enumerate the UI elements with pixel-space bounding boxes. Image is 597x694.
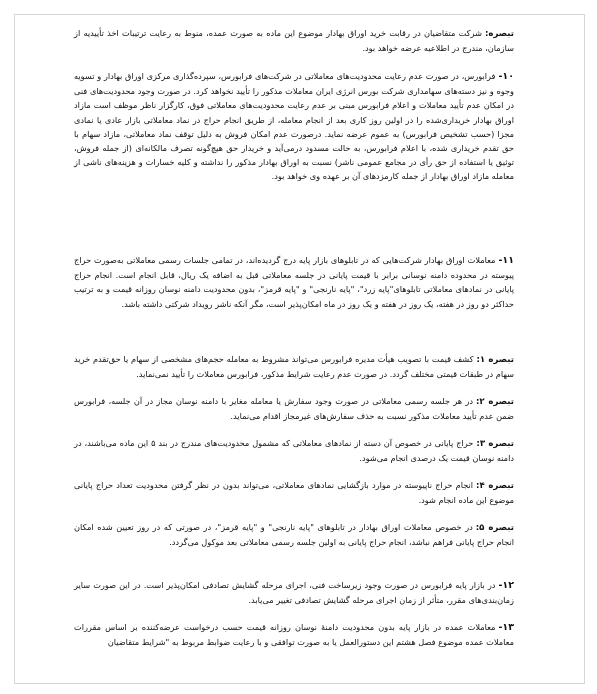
clause-10-paragraph <box>74 69 514 184</box>
clause-13-text: معاملات عمده در بازار پایه بدون محدودیت دامنهٔ نوسان روزانه قیمت حسب درخواست عرضه‌کننده بر اساس مقررات معاملات عمده موضوع فصل هشتم این دستورالعمل یا به صورت توافقی و با رعایت ضوابط مربوط به "شرایط متقاضیان <box>74 622 514 648</box>
clause-10-number: ۱۰- <box>498 71 514 82</box>
note-1-label: تبصره ۱: <box>476 355 514 365</box>
note-2-label: تبصره ۲: <box>475 397 514 407</box>
note-4-label: تبصره ۴: <box>476 481 514 491</box>
clause-11-text: معاملات اوراق بهادار شرکت‌هایی که در تابلوهای بازار پایه درج گردیده‌اند، در تمامی جلسات رسمی معاملاتی به‌صورت حراج پیوسته در محدوده دامنه نوسانی برابر با قیمت پایانی در جلسه معاملاتی قبل به اضافه یک ریال، قابل انجام است. انجام حراج پایانی در نمادهای معاملاتی تابلوهای"پایه زرد"، "پایه نارنجی" و "پایه قرمز"، بدون محدودیت دامنه نوسان روزانه قیمت و به ترتیب حداکثر دو روز در هفته، یک روز در هفته و یک روز در ماه امکان‌پذیر است، مگر آنکه ناشر رویداد شرکتی داشته باشد. <box>74 255 514 309</box>
note-5-paragraph <box>74 520 514 549</box>
clause-11-number: ۱۱- <box>498 255 514 266</box>
clause-13-paragraph <box>74 620 514 649</box>
note-1-paragraph <box>74 352 514 381</box>
note-1 <box>74 352 514 381</box>
note-4-text: انجام حراج ناپیوسته در موارد بازگشایی نمادهای معاملاتی، می‌تواند بدون در نظر گرفتن محدودیت تعداد حراج پایانی موضوع این ماده انجام شود. <box>74 480 514 506</box>
note-top-paragraph <box>74 26 514 55</box>
clause-11 <box>74 253 514 311</box>
note-5-label: تبصره ۵: <box>475 523 514 533</box>
note-3-paragraph <box>74 436 514 465</box>
clause-12-paragraph <box>74 578 514 607</box>
note-5-text: در خصوص معاملات اوراق بهادار در تابلوهای "پایه نارنجی" و "پایه قرمز"، در صورتی که در روز تعیین شده امکان انجام حراج پایانی فراهم نباشد، انجام حراج پایانی به اولین جلسه رسمی معاملاتی بعد موکول می‌گردد. <box>74 522 514 548</box>
note-1-text: کشف قیمت با تصویب هیأت مدیره فرابورس می‌تواند مشروط به معامله حجم‌های مشخصی از سهام یا حق‌تقدم خرید سهام در طبقات قیمتی مختلف گردد. در صورت عدم رعایت شرایط مذکور، فرابورس معاملات را تأیید نمی‌نماید. <box>74 354 514 380</box>
clause-10-text: فرابورس، در صورت عدم رعایت محدودیت‌های معاملاتی در شرکت‌های فرابورس، سپرده‌گذاری مرکزی اوراق بهادار و تسویه وجوه و نیز دسته‌های سهامداری شرکت بورس انرژی ایران معاملات مذکور را تأیید نخواهد کرد. در صورت وجود محدودیت‌های فنی در امکان عدم تأیید معاملات و اعلام فرابورس مبنی بر عدم رعایت محدودیت‌های معاملاتی فوق، کارگزار ناظر موظف است مازاد اوراق بهادار خریداری‌شده را در اولین روز کاری بعد از انجام معامله، از طریق انجام حراج در نماد معاملاتی بازار عادی یا نمادی مجزا (حسب تشخیص فرابورس) به عموم عرضه نماید. درصورت عدم امکان فروش به دلیل توقف نماد معاملاتی، مازاد سهام با حق تقدم خریداری شده، با اعلام فرابورس، به حالت مسدود درمی‌آید و خریدار حق هیچ‌گونه تصرف مالکانه‌ای (از جمله فروش، توثیق یا استفاده از حق رأی در مجامع عمومی ناشر) نسبت به اوراق بهادار مذکور را نداشته و کلیه خسارات و هزینه‌های ناشی از معامله مازاد اوراق بهادار از جمله کارمزدهای آن بر عهده وی خواهد بود. <box>74 71 514 182</box>
note-3-label: تبصره ۳: <box>476 439 514 449</box>
note-4 <box>74 478 514 507</box>
note-top <box>74 26 514 55</box>
clause-12-text: در بازار پایه فرابورس در صورت وجود زیرساخت فنی، اجرای مرحله گشایش تصادفی امکان‌پذیر است. در این صورت سایر زمان‌بندی‌های مقرر، متأثر از زمان اجرای مرحله گشایش تصادفی تغییر می‌یابد. <box>74 580 514 606</box>
clause-10 <box>74 69 514 184</box>
note-2-text: در هر جلسه رسمی معاملاتی در صورت وجود سفارش یا معامله مغایر با دامنه نوسان مجاز در آن جلسه، فرابورس ضمن عدم تأیید معاملات مذکور نسبت به حذف سفارش‌های غیرمجاز اقدام می‌نماید. <box>74 396 514 422</box>
note-5 <box>74 520 514 549</box>
note-top-text: شرکت متقاضیان در رقابت خرید اوراق بهادار موضوع این ماده به صورت عمده، منوط به رعایت ترتیبات اخذ تأییدیه از سازمان، مندرج در اطلاعیه عرضه خواهد بود. <box>74 28 514 54</box>
note-2 <box>74 394 514 423</box>
clause-11-paragraph <box>74 253 514 311</box>
note-4-paragraph <box>74 478 514 507</box>
note-top-label: تبصره: <box>484 29 514 39</box>
clause-13-number: ۱۳- <box>498 622 514 633</box>
note-3-text: حراج پایانی در خصوص آن دسته از نمادهای معاملاتی که مشمول محدودیت‌های مندرج در بند ۵ این ماده می‌باشند، در دامنه نوسان قیمت یک درصدی انجام می‌شود. <box>74 438 514 464</box>
note-2-paragraph <box>74 394 514 423</box>
note-3 <box>74 436 514 465</box>
clause-13 <box>74 620 514 649</box>
clause-12 <box>74 578 514 607</box>
clause-12-number: ۱۲- <box>498 580 514 591</box>
